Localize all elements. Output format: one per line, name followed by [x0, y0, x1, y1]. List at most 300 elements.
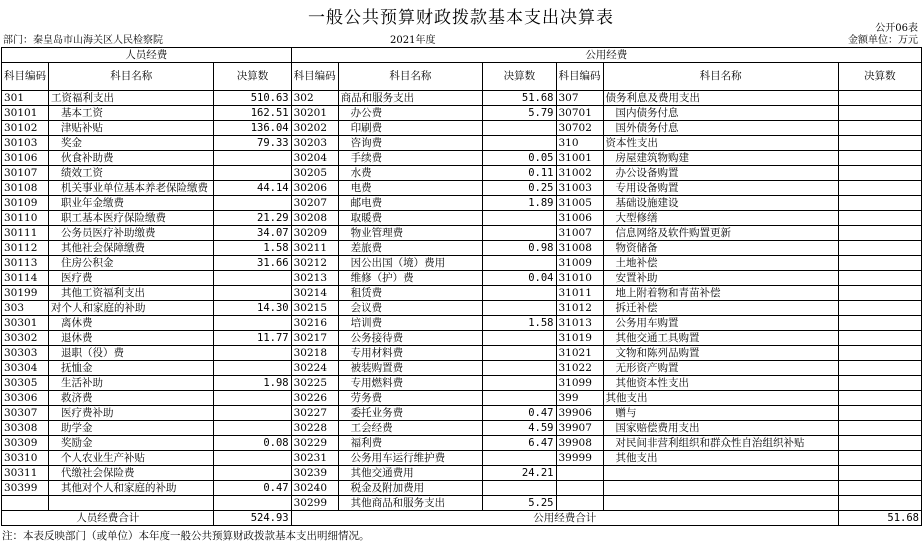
code-cell: 30308: [2, 421, 49, 436]
code-cell: 31005: [556, 196, 603, 211]
amount-cell: 34.07: [214, 226, 291, 241]
amount-cell: 0.05: [483, 151, 556, 166]
table-row: [2, 451, 922, 466]
table-row: [2, 136, 922, 151]
amount-cell: [838, 196, 921, 211]
amount-cell: [483, 481, 556, 496]
table-row: [2, 316, 922, 331]
col-header-name: 科目名称: [49, 63, 214, 91]
table-row: [2, 181, 922, 196]
amount-cell: 44.14: [214, 181, 291, 196]
amount-cell: [214, 196, 291, 211]
name-cell: 津贴补贴: [49, 121, 214, 136]
amount-cell: [214, 346, 291, 361]
name-cell: 无形资产购置: [603, 361, 838, 376]
code-cell: 30310: [2, 451, 49, 466]
amount-cell: 31.66: [214, 256, 291, 271]
name-cell: 其他交通工具购置: [603, 331, 838, 346]
table-row: [2, 391, 922, 406]
name-cell: 取暖费: [338, 211, 483, 226]
code-cell: 30227: [291, 406, 338, 421]
code-cell: 30206: [291, 181, 338, 196]
name-cell: 基础设施建设: [603, 196, 838, 211]
header-columns-row: [2, 63, 922, 91]
name-cell: 住房公积金: [49, 256, 214, 271]
name-cell: 大型修缮: [603, 211, 838, 226]
amount-cell: [838, 226, 921, 241]
table-row: [2, 301, 922, 316]
code-cell: 303: [2, 301, 49, 316]
header-group-row: [2, 48, 922, 63]
code-cell: 31002: [556, 166, 603, 181]
name-cell: 医疗费: [49, 271, 214, 286]
name-cell: 水费: [338, 166, 483, 181]
amount-cell: 1.58: [214, 241, 291, 256]
col-header-code: 科目编码: [291, 63, 338, 91]
name-cell: 对个人和家庭的补助: [49, 301, 214, 316]
name-cell: 国内债务付息: [603, 106, 838, 121]
name-cell: 专用燃料费: [338, 376, 483, 391]
amount-cell: [483, 331, 556, 346]
code-cell: 31010: [556, 271, 603, 286]
code-cell: 30306: [2, 391, 49, 406]
amount-cell: 510.63: [214, 91, 291, 106]
amount-cell: [838, 496, 921, 511]
name-cell: 公务员医疗补助缴费: [49, 226, 214, 241]
amount-cell: [483, 121, 556, 136]
name-cell: 工会经费: [338, 421, 483, 436]
code-cell: 30399: [2, 481, 49, 496]
name-cell: 维修（护）费: [338, 271, 483, 286]
col-header-code: 科目编码: [2, 63, 49, 91]
code-cell: 30702: [556, 121, 603, 136]
amount-cell: [483, 256, 556, 271]
code-cell: 30112: [2, 241, 49, 256]
code-cell: [2, 496, 49, 511]
code-cell: 30229: [291, 436, 338, 451]
amount-unit: 金额单位：万元: [848, 35, 918, 46]
table-row: [2, 91, 922, 106]
table-row: [2, 496, 922, 511]
amount-cell: 21.29: [214, 211, 291, 226]
name-cell: 拆迁补偿: [603, 301, 838, 316]
table-row: [2, 406, 922, 421]
amount-cell: 0.98: [483, 241, 556, 256]
name-cell: 差旅费: [338, 241, 483, 256]
name-cell: 基本工资: [49, 106, 214, 121]
name-cell: 其他商品和服务支出: [338, 496, 483, 511]
name-cell: 被装购置费: [338, 361, 483, 376]
amount-cell: [838, 121, 921, 136]
code-cell: 30101: [2, 106, 49, 121]
amount-cell: [838, 181, 921, 196]
name-cell: 奖金: [49, 136, 214, 151]
name-cell: 医疗费补助: [49, 406, 214, 421]
code-cell: 30205: [291, 166, 338, 181]
code-cell: 30199: [2, 286, 49, 301]
amount-cell: [214, 451, 291, 466]
amount-cell: 5.25: [483, 496, 556, 511]
name-cell: 其他资本性支出: [603, 376, 838, 391]
code-cell: 30212: [291, 256, 338, 271]
name-cell: 委托业务费: [338, 406, 483, 421]
amount-cell: 0.08: [214, 436, 291, 451]
amount-cell: [483, 136, 556, 151]
name-cell: 福利费: [338, 436, 483, 451]
name-cell: [603, 496, 838, 511]
name-cell: 商品和服务支出: [338, 91, 483, 106]
amount-cell: [838, 166, 921, 181]
name-cell: 地上附着物和青苗补偿: [603, 286, 838, 301]
amount-cell: 14.30: [214, 301, 291, 316]
amount-cell: [838, 361, 921, 376]
name-cell: 邮电费: [338, 196, 483, 211]
amount-cell: 1.58: [483, 316, 556, 331]
amount-cell: 0.11: [483, 166, 556, 181]
amount-cell: [214, 316, 291, 331]
name-cell: 房屋建筑物购建: [603, 151, 838, 166]
name-cell: 职业年金缴费: [49, 196, 214, 211]
table-row: [2, 436, 922, 451]
code-cell: 30102: [2, 121, 49, 136]
code-cell: 31007: [556, 226, 603, 241]
code-cell: 30203: [291, 136, 338, 151]
amount-cell: [838, 376, 921, 391]
code-cell: 30103: [2, 136, 49, 151]
name-cell: [49, 496, 214, 511]
amount-cell: [838, 286, 921, 301]
code-cell: 30201: [291, 106, 338, 121]
name-cell: 退职（役）费: [49, 346, 214, 361]
table-row: [2, 196, 922, 211]
amount-cell: [838, 436, 921, 451]
name-cell: 租赁费: [338, 286, 483, 301]
code-cell: 30304: [2, 361, 49, 376]
col-header-name: 科目名称: [338, 63, 483, 91]
code-cell: 30299: [291, 496, 338, 511]
name-cell: 土地补偿: [603, 256, 838, 271]
code-cell: 31012: [556, 301, 603, 316]
name-cell: 债务利息及费用支出: [603, 91, 838, 106]
name-cell: 其他交通费用: [338, 466, 483, 481]
col-header-amount: 决算数: [838, 63, 921, 91]
department-label: 部门：秦皇岛市山海关区人民检察院: [3, 35, 163, 46]
amount-cell: [483, 211, 556, 226]
name-cell: 国外债务付息: [603, 121, 838, 136]
amount-cell: [838, 331, 921, 346]
amount-cell: [483, 361, 556, 376]
amount-cell: [483, 451, 556, 466]
code-cell: 302: [291, 91, 338, 106]
amount-cell: [838, 106, 921, 121]
personnel-total-value: 524.93: [214, 511, 291, 526]
col-header-amount: 决算数: [483, 63, 556, 91]
amount-cell: [483, 286, 556, 301]
amount-cell: 24.21: [483, 466, 556, 481]
name-cell: 助学金: [49, 421, 214, 436]
amount-cell: 79.33: [214, 136, 291, 151]
name-cell: [603, 466, 838, 481]
col-header-amount: 决算数: [214, 63, 291, 91]
amount-cell: [838, 406, 921, 421]
name-cell: 办公设备购置: [603, 166, 838, 181]
code-cell: 31011: [556, 286, 603, 301]
code-cell: 30107: [2, 166, 49, 181]
amount-cell: [838, 91, 921, 106]
code-cell: 310: [556, 136, 603, 151]
amount-cell: 4.59: [483, 421, 556, 436]
code-cell: 30301: [2, 316, 49, 331]
amount-cell: 0.25: [483, 181, 556, 196]
code-cell: 30311: [2, 466, 49, 481]
name-cell: 劳务费: [338, 391, 483, 406]
code-cell: 399: [556, 391, 603, 406]
table-row: [2, 226, 922, 241]
code-cell: 301: [2, 91, 49, 106]
amount-cell: [214, 421, 291, 436]
expenditure-table: [1, 47, 922, 526]
table-row: [2, 421, 922, 436]
name-cell: 物资储备: [603, 241, 838, 256]
code-cell: 30228: [291, 421, 338, 436]
amount-cell: [838, 421, 921, 436]
amount-cell: [483, 376, 556, 391]
amount-cell: [214, 406, 291, 421]
amount-cell: [838, 151, 921, 166]
code-cell: [556, 466, 603, 481]
code-cell: 30114: [2, 271, 49, 286]
name-cell: 印刷费: [338, 121, 483, 136]
code-cell: 30208: [291, 211, 338, 226]
amount-cell: [838, 316, 921, 331]
amount-cell: [838, 256, 921, 271]
name-cell: 工资福利支出: [49, 91, 214, 106]
code-cell: 30109: [2, 196, 49, 211]
name-cell: 公务用车运行维护费: [338, 451, 483, 466]
name-cell: 公务接待费: [338, 331, 483, 346]
public-group-header: 公用经费: [291, 48, 921, 63]
code-cell: 30213: [291, 271, 338, 286]
code-cell: 30108: [2, 181, 49, 196]
table-row: [2, 271, 922, 286]
name-cell: 伙食补助费: [49, 151, 214, 166]
amount-cell: 1.89: [483, 196, 556, 211]
code-cell: 30207: [291, 196, 338, 211]
name-cell: 咨询费: [338, 136, 483, 151]
amount-cell: [214, 496, 291, 511]
code-cell: 39906: [556, 406, 603, 421]
amount-cell: [838, 301, 921, 316]
name-cell: 国家赔偿费用支出: [603, 421, 838, 436]
amount-cell: [214, 361, 291, 376]
amount-cell: [214, 271, 291, 286]
code-cell: 30303: [2, 346, 49, 361]
col-header-name: 科目名称: [603, 63, 838, 91]
code-cell: 31009: [556, 256, 603, 271]
code-cell: 30216: [291, 316, 338, 331]
amount-cell: [483, 301, 556, 316]
amount-cell: [838, 346, 921, 361]
code-cell: 30218: [291, 346, 338, 361]
code-cell: 30215: [291, 301, 338, 316]
code-cell: 31099: [556, 376, 603, 391]
code-cell: 30226: [291, 391, 338, 406]
name-cell: 奖励金: [49, 436, 214, 451]
name-cell: 公务用车购置: [603, 316, 838, 331]
table-row: [2, 121, 922, 136]
code-cell: 31001: [556, 151, 603, 166]
name-cell: 专用设备购置: [603, 181, 838, 196]
code-cell: 31019: [556, 331, 603, 346]
footnote: 注：本表反映部门（或单位）本年度一般公共预算财政拨款基本支出明细情况。: [2, 530, 370, 542]
name-cell: 离休费: [49, 316, 214, 331]
amount-cell: [214, 166, 291, 181]
code-cell: 307: [556, 91, 603, 106]
code-cell: 31022: [556, 361, 603, 376]
name-cell: 因公出国（境）费用: [338, 256, 483, 271]
code-cell: 30214: [291, 286, 338, 301]
amount-cell: [483, 226, 556, 241]
amount-cell: [214, 151, 291, 166]
code-cell: 30113: [2, 256, 49, 271]
code-cell: 30224: [291, 361, 338, 376]
code-cell: 30239: [291, 466, 338, 481]
name-cell: 救济费: [49, 391, 214, 406]
public-total-value: 51.68: [838, 511, 921, 526]
code-cell: 31008: [556, 241, 603, 256]
name-cell: 手续费: [338, 151, 483, 166]
name-cell: 职工基本医疗保险缴费: [49, 211, 214, 226]
code-cell: [556, 481, 603, 496]
amount-cell: 0.47: [483, 406, 556, 421]
code-cell: 30209: [291, 226, 338, 241]
table-row: [2, 346, 922, 361]
table-row: [2, 466, 922, 481]
fiscal-year: 2021年度: [390, 35, 436, 46]
table-row: [2, 211, 922, 226]
table-row: [2, 286, 922, 301]
name-cell: 抚恤金: [49, 361, 214, 376]
name-cell: 其他工资福利支出: [49, 286, 214, 301]
code-cell: 30701: [556, 106, 603, 121]
name-cell: 退休费: [49, 331, 214, 346]
personnel-group-header: 人员经费: [2, 48, 292, 63]
name-cell: 生活补助: [49, 376, 214, 391]
amount-cell: 51.68: [483, 91, 556, 106]
code-cell: 31003: [556, 181, 603, 196]
code-cell: 31013: [556, 316, 603, 331]
code-cell: 39908: [556, 436, 603, 451]
name-cell: 代缴社会保险费: [49, 466, 214, 481]
col-header-code: 科目编码: [556, 63, 603, 91]
table-row: [2, 256, 922, 271]
name-cell: 物业管理费: [338, 226, 483, 241]
code-cell: 30302: [2, 331, 49, 346]
amount-cell: [838, 466, 921, 481]
code-cell: 30106: [2, 151, 49, 166]
table-row: [2, 166, 922, 181]
amount-cell: [838, 391, 921, 406]
table-row: [2, 106, 922, 121]
amount-cell: 0.04: [483, 271, 556, 286]
amount-cell: [838, 481, 921, 496]
code-cell: 30202: [291, 121, 338, 136]
report-title: 一般公共预算财政拨款基本支出决算表: [308, 8, 614, 28]
code-cell: 30217: [291, 331, 338, 346]
amount-cell: 11.77: [214, 331, 291, 346]
amount-cell: [838, 271, 921, 286]
personnel-total-label: 人员经费合计: [2, 511, 214, 526]
name-cell: 其他对个人和家庭的补助: [49, 481, 214, 496]
amount-cell: [838, 136, 921, 151]
name-cell: 办公费: [338, 106, 483, 121]
amount-cell: [214, 391, 291, 406]
code-cell: 31021: [556, 346, 603, 361]
amount-cell: [214, 286, 291, 301]
name-cell: 赠与: [603, 406, 838, 421]
name-cell: 会议费: [338, 301, 483, 316]
name-cell: 资本性支出: [603, 136, 838, 151]
table-row: [2, 151, 922, 166]
amount-cell: 136.04: [214, 121, 291, 136]
amount-cell: 162.51: [214, 106, 291, 121]
code-cell: 30110: [2, 211, 49, 226]
name-cell: 文物和陈列品购置: [603, 346, 838, 361]
table-row: [2, 481, 922, 496]
table-row: [2, 376, 922, 391]
amount-cell: [483, 391, 556, 406]
code-cell: 30240: [291, 481, 338, 496]
name-cell: 机关事业单位基本养老保险缴费: [49, 181, 214, 196]
name-cell: 个人农业生产补贴: [49, 451, 214, 466]
name-cell: 其他支出: [603, 391, 838, 406]
code-cell: 39999: [556, 451, 603, 466]
code-cell: 30225: [291, 376, 338, 391]
amount-cell: 5.79: [483, 106, 556, 121]
name-cell: 安置补助: [603, 271, 838, 286]
code-cell: 30204: [291, 151, 338, 166]
name-cell: 专用材料费: [338, 346, 483, 361]
amount-cell: [483, 346, 556, 361]
name-cell: 对民间非营利组织和群众性自治组织补贴: [603, 436, 838, 451]
code-cell: 30211: [291, 241, 338, 256]
amount-cell: [214, 466, 291, 481]
code-cell: 30309: [2, 436, 49, 451]
code-cell: 31006: [556, 211, 603, 226]
table-row: [2, 331, 922, 346]
name-cell: [603, 481, 838, 496]
code-cell: 30111: [2, 226, 49, 241]
amount-cell: [838, 211, 921, 226]
code-cell: 39907: [556, 421, 603, 436]
code-cell: 30231: [291, 451, 338, 466]
table-row: [2, 241, 922, 256]
code-cell: [556, 496, 603, 511]
amount-cell: 6.47: [483, 436, 556, 451]
name-cell: 绩效工资: [49, 166, 214, 181]
form-number: 公开06表: [875, 23, 918, 34]
name-cell: 税金及附加费用: [338, 481, 483, 496]
name-cell: 电费: [338, 181, 483, 196]
name-cell: 其他社会保障缴费: [49, 241, 214, 256]
amount-cell: [838, 241, 921, 256]
name-cell: 培训费: [338, 316, 483, 331]
name-cell: 其他支出: [603, 451, 838, 466]
amount-cell: 0.47: [214, 481, 291, 496]
totals-row: [2, 511, 922, 526]
amount-cell: 1.98: [214, 376, 291, 391]
name-cell: 信息网络及软件购置更新: [603, 226, 838, 241]
